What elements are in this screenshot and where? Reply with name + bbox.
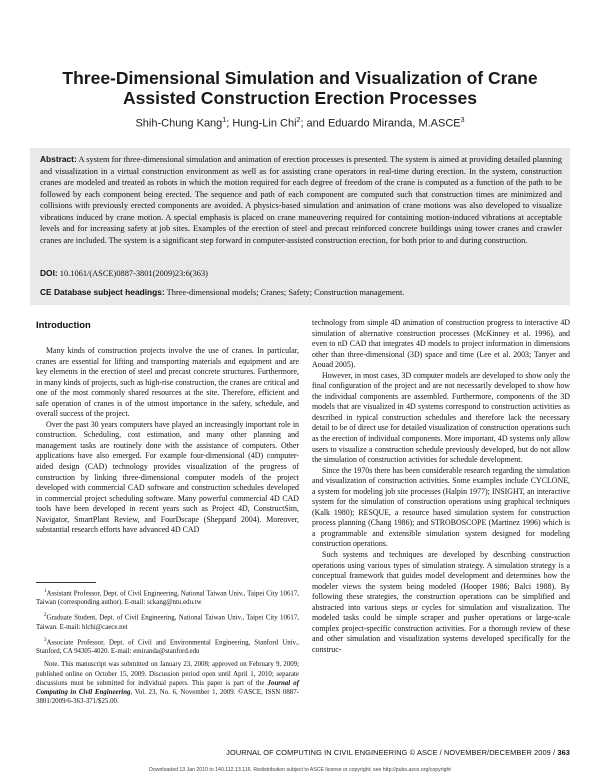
footnote xyxy=(36,611,299,631)
section-heading: Introduction xyxy=(36,319,91,330)
body-paragraph: Over the past 30 years computers have played an increasingly important role in construction. Scheduling, cost estimation, and many other planning and management tasks are routinely done with the assistance of computers. Other applications have also emerged. For example four-dimensional (4D) computer-aided design (CAD) technology provides visualization of the progress of construction by linking three-dimensional computer models of the project developed with commercial CAD software and construction schedules developed in commercial project scheduling software. Many powerful commercial 4D CAD tools have been developed in recent years such as Project 4D, ConstructSim, Navigator, SmartPlant Review, and FourDscape (Sheppard 2004). Moreover, substantial research efforts have advanced 4D CAD xyxy=(36,419,299,535)
page-number: 363 xyxy=(557,748,570,757)
paper-title: Three-Dimensional Simulation and Visualization of Crane Assisted Construction Erection Processes xyxy=(62,68,538,108)
journal-footer xyxy=(180,748,570,757)
note-text: Note. This manuscript was submitted on January 23, 2008; approved on February 9, 2009; published online on October 15, 2009. Discussion period open until April 1, 2010; separate discussions must be submitted for individual papers. This paper is part of the xyxy=(36,661,299,687)
body-paragraph: technology from simple 4D animation of construction progress to interactive 4D simulation of alternative construction processes (McKinney et al. 1996), and even to nD CAD that integrates 4D models to project information in dimensions other than three-dimensional (3D) space and time (Lee et al. 2003; Tanyer and Aouad 2005). xyxy=(312,318,570,370)
abstract-label: Abstract: xyxy=(40,154,77,164)
subject-value: Three-dimensional models; Cranes; Safety; Construction management. xyxy=(164,288,405,297)
footnote-text: Associate Professor, Dept. of Civil and Environmental Engineering, Stanford Univ., Stanford, CA 94305-4020. E-mail: emiranda@stanford.edu xyxy=(36,639,299,656)
author-name: Eduardo Miranda, M.ASCE xyxy=(327,117,461,130)
footnote-divider xyxy=(36,582,96,583)
author-name: Shih-Chung Kang xyxy=(135,117,223,130)
footnotes xyxy=(36,587,299,710)
author-separator: ; and xyxy=(300,117,328,130)
author-mark: 1 xyxy=(222,117,227,124)
footnote xyxy=(36,587,299,607)
subject-headings xyxy=(40,287,404,297)
author-separator: ; xyxy=(226,117,233,130)
journal-footer-text: JOURNAL OF COMPUTING IN CIVIL ENGINEERING © ASCE / NOVEMBER/DECEMBER 2009 / xyxy=(226,748,558,757)
abstract-text: A system for three-dimensional simulation and animation of erection processes is presented. The system is aimed at providing detailed planning and visualization in a virtual construction environment as well as for assisting crane operators in real-time during erection. In the system, construction cranes are modeled and treated as robots in which the motion required for each degree of freedom of the crane is computed as a function of the path to be followed by each component being erected. The sequence and path of each component are computed such that construction times are minimized and collisions with previously erected components are avoided. A physics-based simulation and animation of crane motions was also developed to visualize vibrations induced by crane motion. A special emphasis is placed on crane maneuvering required for containing motion-induced vibrations at acceptable levels and for increasing safety at job sites. Examples of the erection of steel and precast reinforced concrete buildings using tower cranes and crawler cranes are included. The system is a significant step forward in computer-assisted construction erection, for both prior to and during construction. xyxy=(40,155,562,245)
body-paragraph: However, in most cases, 3D computer models are developed to show only the final configuration of the project and are not necessarily developed to show how the individual components are assembled. Furthermore, components of the 3D models that are visualized in 4D systems correspond to construction activities as described in typical construction schedules and therefore lack the necessary detail to be of direct use for detailed visualization of construction operations such as the erection of individual components. More important, 4D systems only allow users to visualize a construction schedule previously developed, but do not allow the simulation of construction activities for schedule development. xyxy=(312,370,570,465)
doi-label: DOI: xyxy=(40,268,58,278)
footnote-mark: 3 xyxy=(44,637,47,643)
journal-name: Journal of Computing in Civil Engineering xyxy=(36,679,299,696)
note-text: , Vol. 23, No. 6, November 1, 2009. ©ASCE, ISSN 0887-3801/2009/6-363-371/$25.00. xyxy=(36,688,299,705)
footnote-mark: 1 xyxy=(44,589,47,594)
doi-value: 10.1061/(ASCE)0887-3801(2009)23:6(363) xyxy=(57,269,208,278)
body-paragraph: Since the 1970s there has been considerable research regarding the simulation and visualization of construction activities. Some examples include CYCLONE, a system for modeling job site processes (Halpin 1977); INSIGHT, an interactive system for the simulation of construction operations using graphical techniques (Kalk 1980); RESQUE, a resource based simulation system for construction process planning (Chang 1986); and STROBOSCOPE (Martinez 1996) which is a programmable and extensible simulation system designed for modeling construction operations. xyxy=(312,465,570,549)
right-column xyxy=(312,318,570,656)
download-notice: Downloaded 13 Jan 2010 to 140.112.13.116. Redistribution subject to ASCE license or copyright; see http://pubs.asce.org/copyright xyxy=(149,767,451,773)
doi-line xyxy=(40,268,208,278)
left-column xyxy=(36,346,299,536)
author-list xyxy=(40,117,560,130)
subject-label: CE Database subject headings: xyxy=(40,287,165,297)
author-mark: 3 xyxy=(460,117,465,124)
body-paragraph: Many kinds of construction projects involve the use of cranes. In particular, cranes are essential for lifting and transporting materials and equipment and are key elements in the erection of steel and precast concrete structures. Furthermore, in many kinds of projects, such as high-rise construction, the cranes are critical and one of the most commonly shared resources at the site. Therefore, efficient and safe operation of cranes is of the utmost importance in the safety, schedule, and overall success of the project. xyxy=(36,346,299,419)
author-name: Hung-Lin Chi xyxy=(232,117,297,130)
footnote xyxy=(36,636,299,656)
manuscript-note xyxy=(36,660,299,705)
footnote-text: Graduate Student, Dept. of Civil Engineering, National Taiwan Univ., Taipei City 10617, Taiwan. E-mail: hlchi@caece.net xyxy=(36,614,299,631)
footnote-mark: 2 xyxy=(44,613,47,619)
author-mark: 2 xyxy=(296,117,301,124)
abstract xyxy=(40,154,562,246)
footnote-text: Assistant Professor, Dept. of Civil Engineering, National Taiwan Univ., Taipei City 10617, Taiwan (corresponding author). E-mail: sckang@ntu.edu.tw xyxy=(36,590,299,607)
body-paragraph: Such systems and techniques are developed by describing construction operations using various types of simulation strategy. A simulation strategy is a conceptual framework that guides model development and determines how the modeler views the system being modeled (Hooper 1986; Balci 1988). By following these strategies, the construction operations can be simplified and abstracted into various steps or cycles for simulation and visualization. The modeled tasks could be simple scraper and pusher operations or large-scale complex project-specific construction activities. For a thorough review of these and other simulation and visualization systems developed specifically for the construc- xyxy=(312,550,570,654)
